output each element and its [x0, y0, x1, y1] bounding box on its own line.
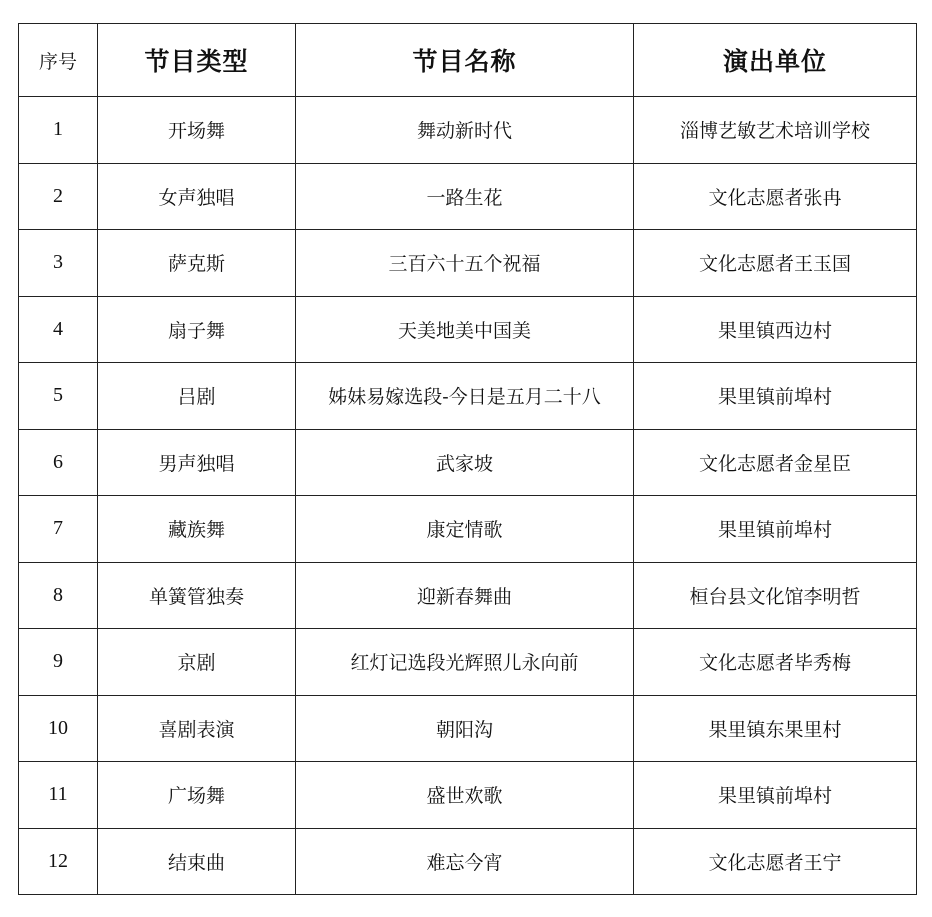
cell-seq: 3	[19, 230, 98, 297]
cell-seq: 12	[19, 828, 98, 895]
cell-performer: 果里镇前埠村	[634, 496, 917, 563]
table-row	[19, 496, 917, 563]
table-row	[19, 828, 917, 895]
cell-program-name: 武家坡	[296, 429, 634, 496]
table-body	[19, 97, 917, 895]
table-header	[19, 24, 917, 97]
cell-performer: 果里镇西边村	[634, 296, 917, 363]
cell-program-name: 红灯记选段光辉照儿永向前	[296, 629, 634, 696]
cell-program-type: 结束曲	[98, 828, 296, 895]
cell-performer: 文化志愿者金星臣	[634, 429, 917, 496]
cell-seq: 11	[19, 762, 98, 829]
table-row	[19, 629, 917, 696]
cell-program-name: 姊妹易嫁选段-今日是五月二十八	[296, 363, 634, 430]
cell-performer: 桓台县文化馆李明哲	[634, 562, 917, 629]
cell-program-type: 藏族舞	[98, 496, 296, 563]
cell-program-name: 迎新春舞曲	[296, 562, 634, 629]
cell-program-type: 萨克斯	[98, 230, 296, 297]
cell-seq: 2	[19, 163, 98, 230]
header-seq: 序号	[19, 24, 98, 97]
cell-program-type: 吕剧	[98, 363, 296, 430]
cell-program-name: 盛世欢歌	[296, 762, 634, 829]
cell-performer: 文化志愿者毕秀梅	[634, 629, 917, 696]
table-row	[19, 163, 917, 230]
cell-seq: 5	[19, 363, 98, 430]
cell-program-name: 三百六十五个祝福	[296, 230, 634, 297]
cell-seq: 1	[19, 97, 98, 164]
cell-performer: 文化志愿者王玉国	[634, 230, 917, 297]
cell-program-name: 难忘今宵	[296, 828, 634, 895]
cell-program-type: 单簧管独奏	[98, 562, 296, 629]
table-row	[19, 762, 917, 829]
cell-seq: 10	[19, 695, 98, 762]
cell-performer: 文化志愿者王宁	[634, 828, 917, 895]
table-row	[19, 296, 917, 363]
cell-program-type: 女声独唱	[98, 163, 296, 230]
cell-program-type: 广场舞	[98, 762, 296, 829]
table-row	[19, 562, 917, 629]
table-row	[19, 363, 917, 430]
header-performer: 演出单位	[634, 24, 917, 97]
cell-performer: 果里镇前埠村	[634, 762, 917, 829]
cell-seq: 8	[19, 562, 98, 629]
table-row	[19, 695, 917, 762]
cell-seq: 6	[19, 429, 98, 496]
cell-program-type: 男声独唱	[98, 429, 296, 496]
cell-program-name: 天美地美中国美	[296, 296, 634, 363]
cell-performer: 果里镇前埠村	[634, 363, 917, 430]
table-row	[19, 429, 917, 496]
cell-program-name: 舞动新时代	[296, 97, 634, 164]
header-program-name: 节目名称	[296, 24, 634, 97]
cell-program-type: 喜剧表演	[98, 695, 296, 762]
cell-program-type: 开场舞	[98, 97, 296, 164]
cell-program-name: 一路生花	[296, 163, 634, 230]
cell-performer: 文化志愿者张冉	[634, 163, 917, 230]
cell-seq: 7	[19, 496, 98, 563]
cell-program-type: 扇子舞	[98, 296, 296, 363]
program-table	[18, 23, 917, 895]
cell-program-type: 京剧	[98, 629, 296, 696]
cell-performer: 淄博艺敏艺术培训学校	[634, 97, 917, 164]
cell-program-name: 朝阳沟	[296, 695, 634, 762]
table-row	[19, 97, 917, 164]
cell-seq: 9	[19, 629, 98, 696]
header-program-type: 节目类型	[98, 24, 296, 97]
cell-program-name: 康定情歌	[296, 496, 634, 563]
cell-seq: 4	[19, 296, 98, 363]
cell-performer: 果里镇东果里村	[634, 695, 917, 762]
header-row	[19, 24, 917, 97]
table-row	[19, 230, 917, 297]
